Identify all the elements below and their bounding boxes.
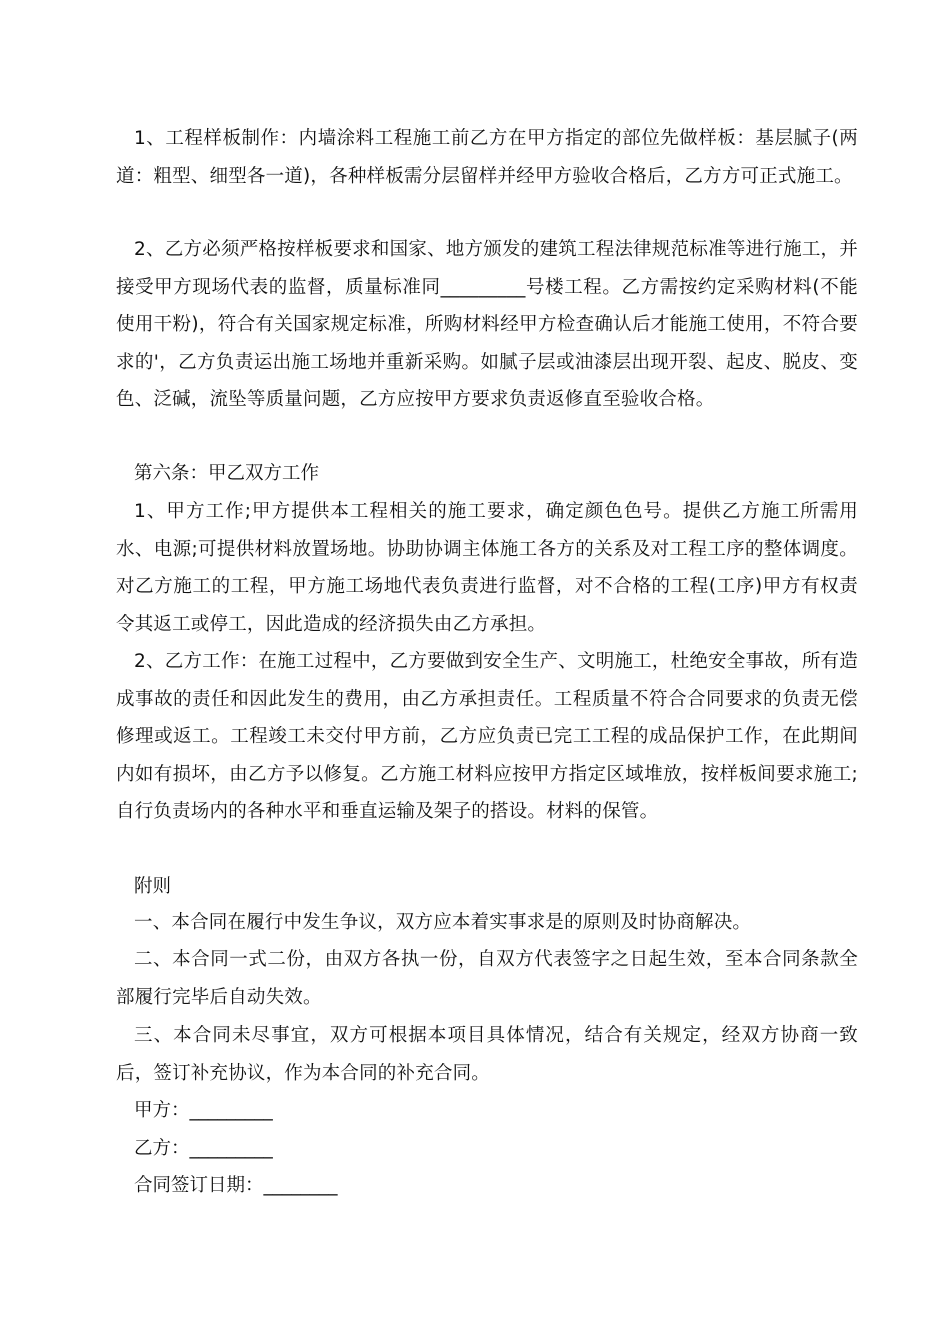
clause-party-b-work: 2、乙方工作：在施工过程中，乙方要做到安全生产、文明施工，杜绝安全事故，所有造成事故的责任和因此发生的费用，由乙方承担责任。工程质量不符合合同要求的负责无偿修理或返工。工程竣工未交付甲方前，乙方应负责已完工工程的成品保护工作，在此期间内如有损坏，由乙方予以修复。乙方施工材料应按甲方指定区域堆放，按样板间要求施工;自行负责场内的各种水平和垂直运输及架子的搭设。材料的保管。 <box>116 651 858 823</box>
article-six-heading: 第六条：甲乙双方工作 <box>134 463 320 484</box>
appendix-clause-1: 一、本合同在履行中发生争议，双方应本着实事求是的原则及时协商解决。 <box>134 912 752 933</box>
clause-party-a-work: 1、甲方工作;甲方提供本工程相关的施工要求，确定颜色色号。提供乙方施工所需用水、电源;可提供材料放置场地。协助协调主体施工各方的关系及对工程工序的整体调度。对乙方施工的工程，甲方施工场地代表负责进行监督，对不合格的工程(工序)甲方有权责令其返工或停工，因此造成的经济损失由乙方承担。 <box>116 501 858 635</box>
building-number-blank[interactable]: _________ <box>440 276 526 298</box>
party-a-signature-blank[interactable]: _________ <box>189 1100 273 1121</box>
party-b-label: 乙方： <box>134 1138 190 1159</box>
appendix-clause-2: 二、本合同一式二份，由双方各执一份，自双方代表签字之日起生效，至本合同条款全部履行完毕后自动失效。 <box>116 949 858 1008</box>
appendix-clause-3: 三、本合同未尽事宜，双方可根据本项目具体情况，结合有关规定，经双方协商一致后，签订补充协议，作为本合同的补充合同。 <box>116 1025 858 1084</box>
signing-date-blank[interactable]: ________ <box>263 1175 338 1196</box>
appendix-heading: 附则 <box>134 876 172 897</box>
clause-quality-standard <box>116 231 858 419</box>
signing-date-label: 合同签订日期： <box>134 1175 264 1196</box>
signature-party-b <box>134 1130 273 1168</box>
clause-quality-standard-part2: 号楼工程。乙方需按约定采购材料(不能使用干粉)，符合有关国家规定标准，所购材料经甲方检查确认后才能施工使用，不符合要求的'，乙方负责运出施工场地并重新采购。如腻子层或油漆层出现开裂、起皮、脱皮、变色、泛碱，流坠等质量问题，乙方应按甲方要求负责返修直至验收合格。 <box>116 276 858 411</box>
party-a-label: 甲方： <box>134 1100 190 1121</box>
clause-sample-production: 1、工程样板制作：内墙涂料工程施工前乙方在甲方指定的部位先做样板：基层腻子(两道：粗型、细型各一道)，各种样板需分层留样并经甲方验收合格后，乙方方可正式施工。 <box>116 128 858 187</box>
signature-party-a <box>134 1092 273 1130</box>
clause-quality-standard-part1: 2、乙方必须严格按样板要求和国家、地方颁发的建筑工程法律规范标准等进行施工，并接受甲方现场代表的监督，质量标准同 <box>116 239 858 298</box>
signing-date <box>134 1167 338 1205</box>
party-b-signature-blank[interactable]: _________ <box>189 1138 273 1159</box>
